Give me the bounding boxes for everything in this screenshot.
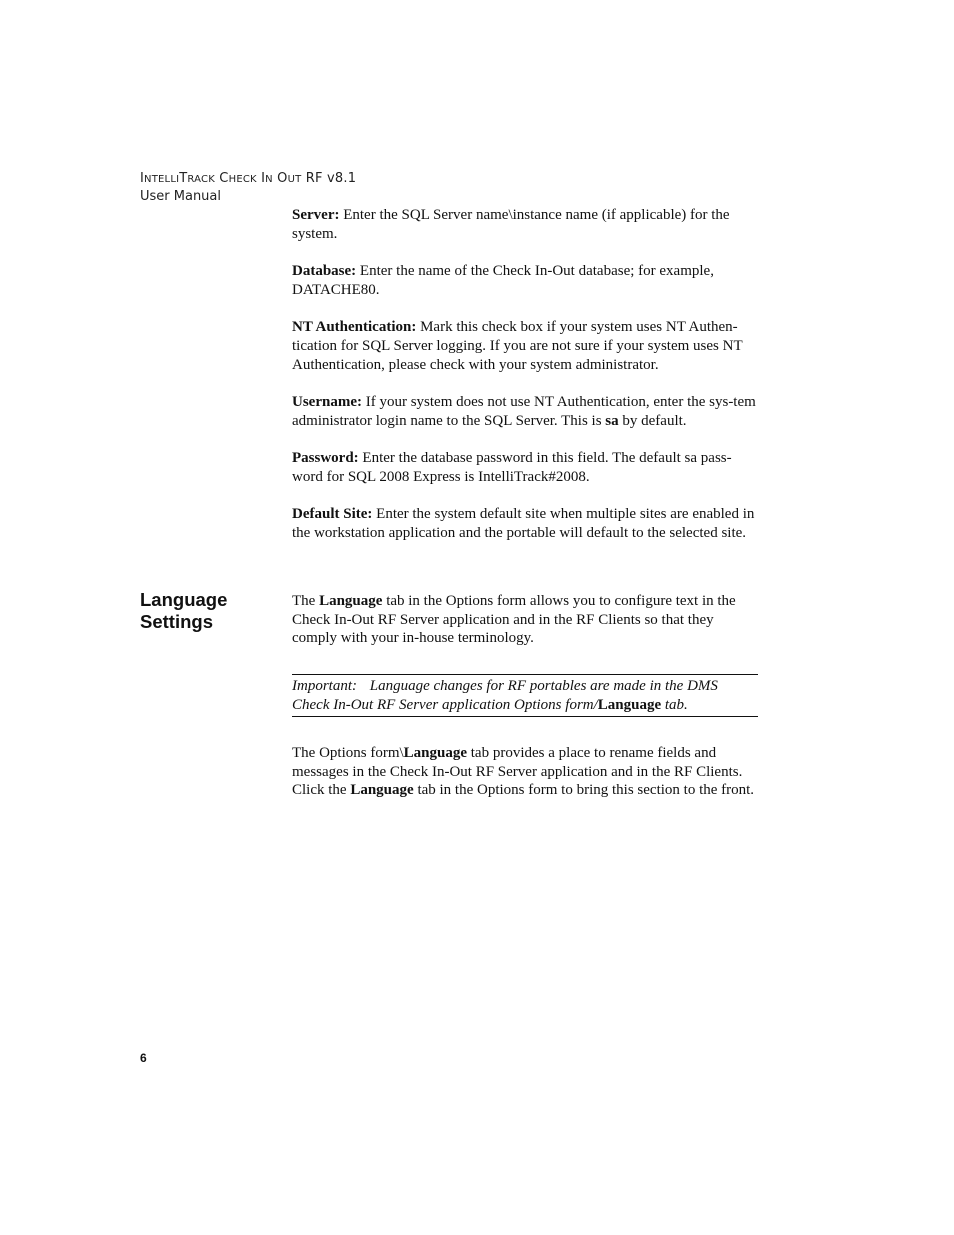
field-term: Server:	[292, 207, 340, 223]
note-text: tab.	[661, 696, 688, 713]
field-desc: by default.	[618, 412, 687, 429]
field-term: Username:	[292, 393, 362, 410]
field-desc: Enter the database password in this field. The default sa pass-word for SQL 2008 Express is IntelliTrack#2008.	[292, 450, 732, 485]
title-part: C	[214, 171, 229, 186]
field-desc-bold: sa	[605, 412, 619, 429]
body-bold: Language	[403, 745, 468, 761]
field-desc: If your system does not use NT Authentication, enter the sys-tem administrator login name to the SQL Server. This is	[292, 393, 756, 429]
field-term: NT Authentication:	[292, 319, 417, 336]
body-text: tab provides a place to rename fields and messages in the Check In-Out RF Server application and in the RF Clients. Click the	[292, 745, 743, 799]
field-descriptions	[292, 206, 762, 543]
title-part: RF v8.1	[301, 171, 357, 186]
section-heading-line: Language	[140, 589, 228, 610]
body-bold: Language	[350, 782, 414, 799]
title-part: UT	[287, 174, 302, 185]
section-heading-line: Settings	[140, 611, 213, 632]
title-part: T	[179, 171, 188, 186]
page-number: 6	[140, 1051, 147, 1065]
field-database	[292, 262, 762, 299]
field-term: Database:	[292, 263, 357, 280]
intro-paragraph	[292, 592, 762, 648]
field-desc: Enter the name of the Check In-Out database; for example, DATACHE80.	[292, 263, 714, 298]
title-part: RACK	[187, 174, 215, 185]
field-desc: Mark this check box if your system uses NT Authen-tication for SQL Server logging. If you are not sure if your system uses NT Authentication, please check with your system administrator.	[292, 319, 743, 373]
section-intro	[292, 592, 762, 648]
section-body	[292, 744, 762, 800]
title-part: NTELLI	[144, 174, 180, 185]
field-default-site	[292, 505, 762, 542]
body-text: The Options form\	[292, 745, 404, 761]
intro-text: The	[292, 593, 320, 609]
header-product-title	[140, 170, 356, 189]
intro-bold: Language	[319, 593, 383, 609]
field-server	[292, 206, 762, 243]
running-header	[140, 170, 356, 205]
section-heading	[140, 589, 280, 633]
field-password	[292, 449, 762, 486]
title-part: I	[140, 171, 145, 186]
title-part: N	[265, 174, 273, 185]
title-part: O	[272, 171, 288, 186]
field-term: Default Site:	[292, 506, 373, 523]
note-bold: Language	[597, 696, 662, 713]
important-note	[292, 674, 758, 717]
field-desc: Enter the SQL Server name\instance name (if applicable) for the system.	[292, 207, 730, 242]
header-subtitle: User Manual	[140, 189, 222, 204]
title-part: I	[256, 171, 266, 186]
body-text: tab in the Options form to bring this section to the front.	[413, 782, 755, 799]
field-term: Password:	[292, 450, 359, 467]
intro-text: tab in the Options form allows you to configure text in the Check In-Out RF Server application and in the RF Clients so that they comply with your in-house terminology.	[292, 593, 736, 647]
field-desc: Enter the system default site when multiple sites are enabled in the workstation application and the portable will default to the selected site.	[292, 506, 755, 541]
title-part: HECK	[228, 174, 257, 185]
field-username	[292, 393, 762, 430]
note-label: Important:	[292, 678, 357, 694]
body-paragraph	[292, 744, 762, 800]
field-nt-authentication	[292, 318, 762, 374]
note-text: Language changes for RF portables are made in the DMS Check In-Out RF Server application Options form/	[292, 678, 718, 713]
